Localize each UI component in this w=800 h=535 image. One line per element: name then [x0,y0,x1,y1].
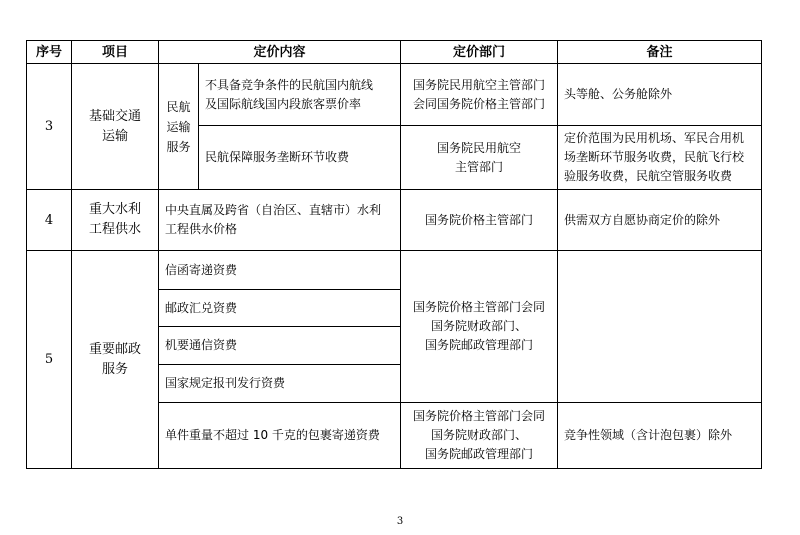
remarks-cell: 定价范围为民用机场、军民合用机 场垄断环节服务收费，民航飞行校 验服务收费，民航空管服务收费 [558,126,762,190]
department-cell: 国务院民用航空 主管部门 [401,126,558,190]
project-name: 重要邮政 服务 [72,251,159,469]
project-name: 基础交通 运输 [72,64,159,190]
table-row [27,251,762,290]
row-number: 3 [27,64,72,190]
table-row [27,64,762,126]
header-remarks: 备注 [558,41,762,64]
department-cell: 国务院价格主管部门 [401,190,558,251]
department-cell: 国务院民用航空主管部门 会同国务院价格主管部门 [401,64,558,126]
remarks-cell: 头等舱、公务舱除外 [558,64,762,126]
remarks-cell: 竞争性领域（含计泡包裹）除外 [558,403,762,469]
row-number: 5 [27,251,72,469]
page-number: 3 [396,516,404,527]
project-name: 重大水利 工程供水 [72,190,159,251]
content-cell: 不具备竞争条件的民航国内航线 及国际航线国内段旅客票价率 [199,64,401,126]
remarks-cell [558,251,762,403]
header-content: 定价内容 [159,41,401,64]
header-project: 项目 [72,41,159,64]
remarks-cell: 供需双方自愿协商定价的除外 [558,190,762,251]
content-cell: 中央直属及跨省（自治区、直辖市）水利 工程供水价格 [159,190,401,251]
table-header-row [27,41,762,64]
content-cell: 机要通信资费 [159,327,401,365]
department-cell: 国务院价格主管部门会同 国务院财政部门、 国务院邮政管理部门 [401,251,558,403]
pricing-catalog-table [26,40,762,469]
header-no: 序号 [27,41,72,64]
content-cell: 单件重量不超过 10 千克的包裹寄递资费 [159,403,401,469]
header-department: 定价部门 [401,41,558,64]
content-cell: 邮政汇兑资费 [159,290,401,327]
row-number: 4 [27,190,72,251]
table-row [27,190,762,251]
content-cell: 信函寄递资费 [159,251,401,290]
department-cell: 国务院价格主管部门会同 国务院财政部门、 国务院邮政管理部门 [401,403,558,469]
sub-category: 民航 运输 服务 [159,64,199,190]
content-cell: 民航保障服务垄断环节收费 [199,126,401,190]
content-cell: 国家规定报刊发行资费 [159,365,401,403]
